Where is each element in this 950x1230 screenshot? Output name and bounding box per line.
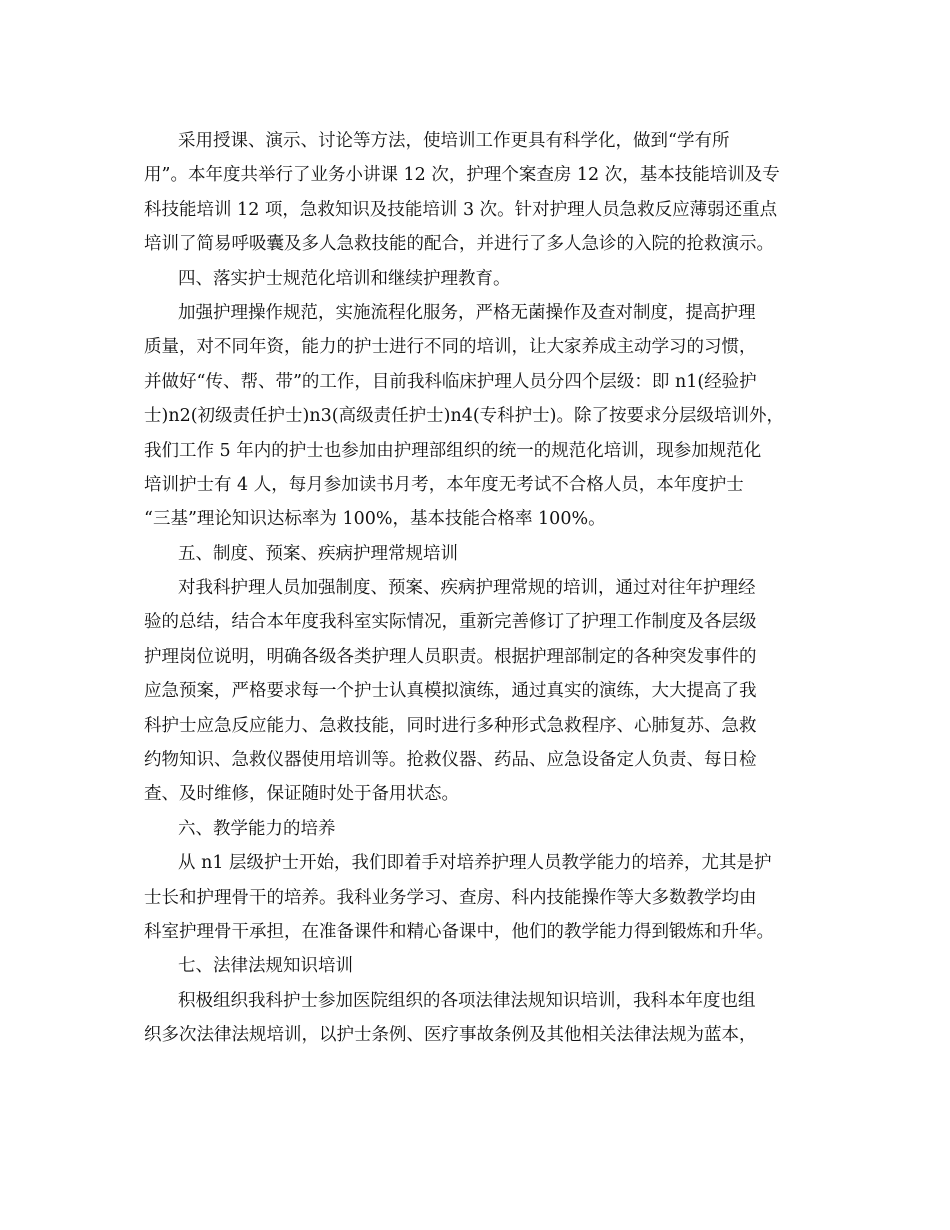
paragraph-first-line: 五、制度、预案、疾病护理常规培训 bbox=[178, 543, 458, 564]
text-line: 培训了简易呼吸囊及多人急救技能的配合，并进行了多人急诊的入院的抢救演示。 bbox=[144, 234, 774, 255]
text-line: 质量，对不同年资，能力的护士进行不同的培训，让大家养成主动学习的习惯， bbox=[144, 337, 757, 358]
text-line: 应急预案，严格要求每一个护士认真模拟演练，通过真实的演练，大大提高了我 bbox=[144, 681, 757, 702]
paragraph-first-line: 采用授课、演示、讨论等方法，使培训工作更具有科学化，做到“学有所 bbox=[178, 131, 730, 151]
text-line: 并做好“传、帮、带”的工作，目前我科临床护理人员分四个层级：即 n1(经验护 bbox=[144, 371, 757, 392]
text-line: 验的总结，结合本年度我科室实际情况，重新完善修订了护理工作制度及各层级 bbox=[144, 612, 757, 633]
text-line: 护理岗位说明，明确各级各类护理人员职责。根据护理部制定的各种突发事件的 bbox=[144, 646, 757, 667]
text-line: 科技能培训 12 项，急救知识及技能培训 3 次。针对护理人员急救反应薄弱还重点 bbox=[144, 199, 778, 220]
text-line: 士长和护理骨干的培养。我科业务学习、查房、科内技能操作等大多数教学均由 bbox=[144, 887, 757, 908]
text-line: 科室护理骨干承担，在准备课件和精心备课中，他们的教学能力得到锻炼和升华。 bbox=[144, 921, 774, 942]
text-line: “三基”理论知识达标率为 100%，基本技能合格率 100%。 bbox=[144, 509, 606, 530]
text-line: 约物知识、急救仪器使用培训等。抢救仪器、药品、应急设备定人负责、每日检 bbox=[144, 750, 757, 771]
paragraph-first-line: 积极组织我科护士参加医院组织的各项法律法规知识培训，我科本年度也组 bbox=[178, 990, 756, 1011]
paragraph-first-line: 四、落实护士规范化培训和继续护理教育。 bbox=[178, 268, 511, 289]
paragraph-first-line: 七、法律法规知识培训 bbox=[178, 956, 353, 977]
paragraph-first-line: 加强护理操作规范，实施流程化服务，严格无菌操作及查对制度，提高护理 bbox=[178, 302, 756, 323]
text-line: 培训护士有 4 人，每月参加读书月考，本年度无考试不合格人员，本年度护士 bbox=[144, 474, 744, 495]
paragraph-first-line: 六、教学能力的培养 bbox=[178, 818, 336, 839]
paragraph-first-line: 从 n1 层级护士开始，我们即着手对培养护理人员教学能力的培养，尤其是护 bbox=[178, 853, 772, 874]
text-line: 科护士应急反应能力、急救技能，同时进行多种形式急救程序、心肺复苏、急救 bbox=[144, 715, 757, 736]
text-line: 织多次法律法规培训，以护士条例、医疗事故条例及其他相关法律法规为蓝本， bbox=[144, 1025, 757, 1046]
text-line: 查、及时维修，保证随时处于备用状态。 bbox=[144, 784, 459, 805]
text-line: 我们工作 5 年内的护士也参加由护理部组织的统一的规范化培训，现参加规范化 bbox=[144, 440, 762, 461]
document-body bbox=[144, 124, 812, 1053]
text-line: 士)n2(初级责任护士)n3(高级责任护士)n4(专科护士)。除了按要求分层级培训外， bbox=[144, 406, 785, 427]
paragraph-first-line: 对我科护理人员加强制度、预案、疾病护理常规的培训，通过对往年护理经 bbox=[178, 578, 756, 599]
text-line: 用”。本年度共举行了业务小讲课 12 次，护理个案查房 12 次，基本技能培训及专 bbox=[144, 165, 780, 186]
